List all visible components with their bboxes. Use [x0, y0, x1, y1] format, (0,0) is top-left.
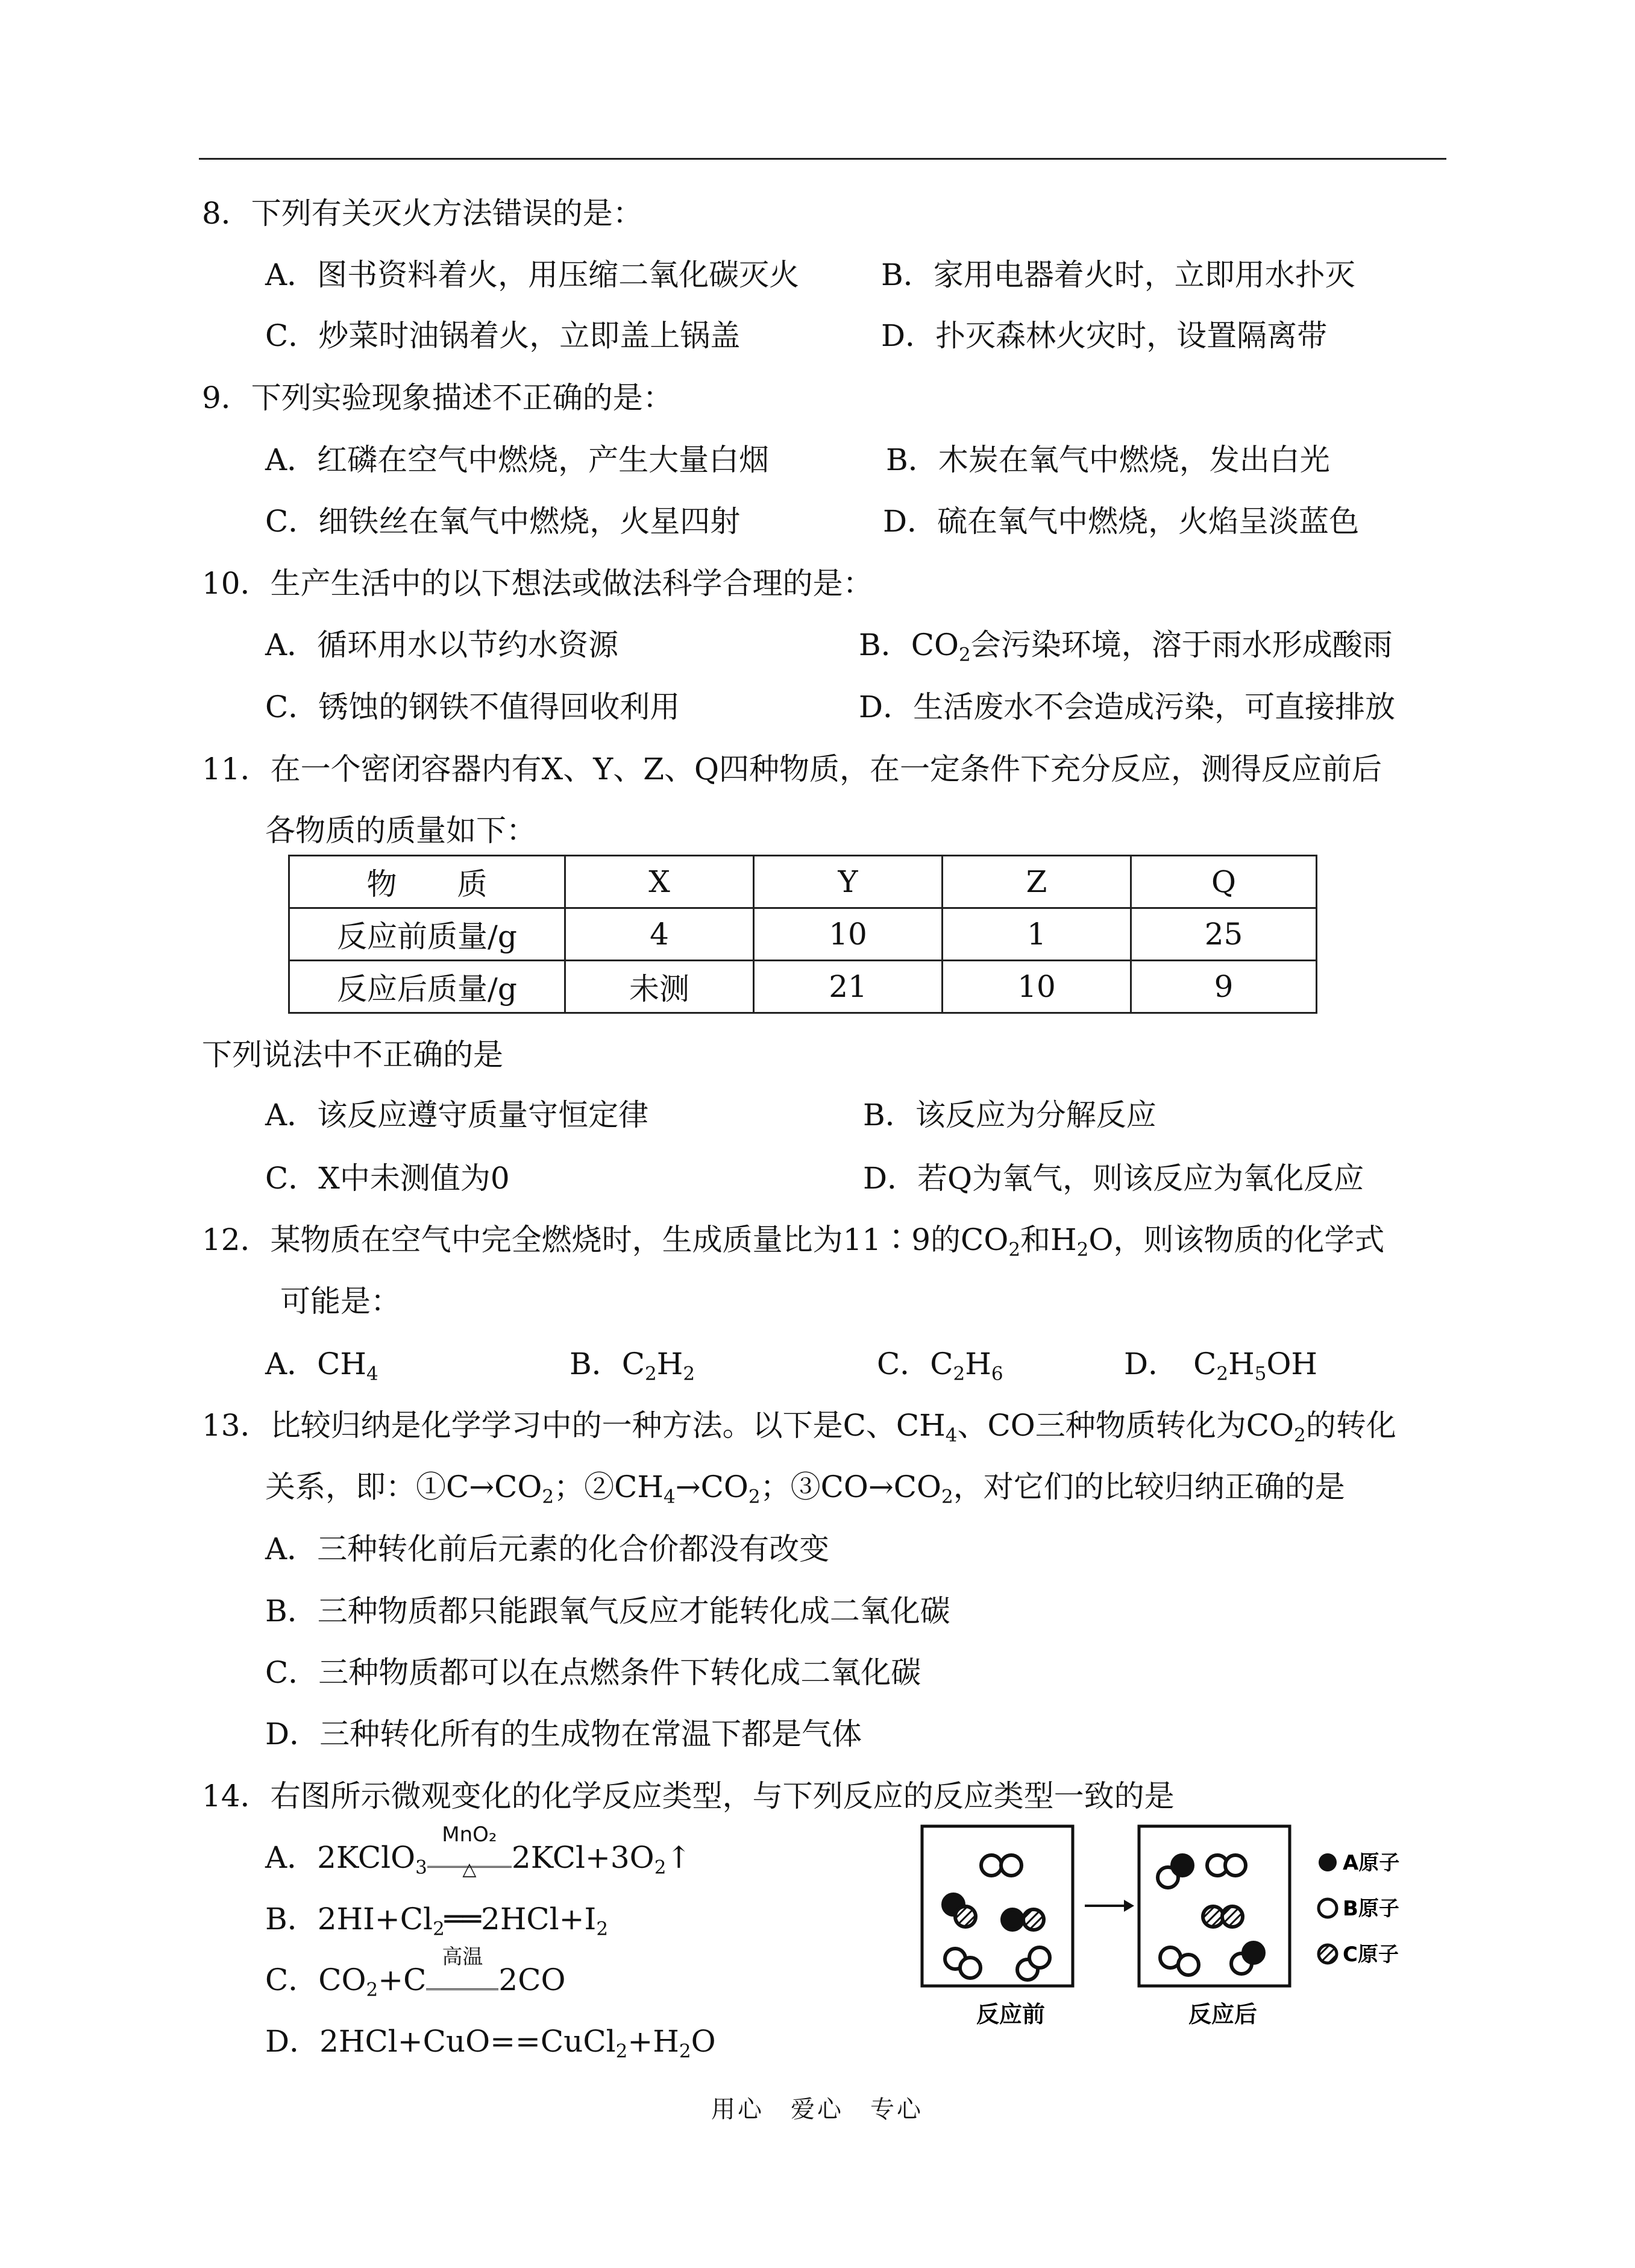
q12-stem-2: 可能是：	[280, 1284, 401, 1319]
q11-stem-2: 各物质的质量如下：	[265, 813, 536, 848]
arrow-icon	[1085, 1900, 1134, 1912]
page-footer: 用心 爱心 专心	[711, 2096, 923, 2123]
q8-stem: 8．下列有关灭火方法错误的是：	[202, 196, 643, 231]
q9-option-c: C．细铁丝在氧气中燃烧，火星四射	[265, 504, 741, 539]
legend	[1319, 1851, 1399, 1967]
q9-option-d: D．硫在氧气中燃烧，火焰呈淡蓝色	[883, 504, 1360, 539]
q12-option-a: A．$CH_4$	[265, 1346, 378, 1385]
q12-stem-1: 12．某物质在空气中完全燃烧时，生成质量比为11∶9的$CO_2$和$H_2O$，则该物质的化学式	[202, 1222, 1385, 1261]
before-label: 反应前	[976, 2001, 1046, 2028]
q11-mass-table	[288, 855, 1317, 1014]
q8-option-b: B．家用电器着火时，立即用水扑灭	[881, 257, 1355, 292]
q9-option-a: A．红磷在空气中燃烧，产生大量白烟	[265, 442, 770, 477]
q13-option-c: C．三种物质都可以在点燃条件下转化成二氧化碳	[265, 1655, 921, 1690]
q14-stem: 14．右图所示微观变化的化学反应类型，与下列反应的反应类型一致的是	[202, 1779, 1175, 1814]
q14-option-d: D．$2HCl+CuO==CuCl_2+H_2O$	[265, 2024, 716, 2062]
q14-option-c: C．$CO_2+C$ 高温 2CO	[265, 1945, 566, 2001]
table-cell: 9	[1131, 961, 1317, 1013]
reaction-diagram	[916, 1820, 1446, 2037]
q11-option-a: A．该反应遵守质量守恒定律	[265, 1098, 649, 1132]
q13-option-b: B．三种物质都只能跟氧气反应才能转化成二氧化碳	[265, 1594, 950, 1629]
q11-option-c: C．X中未测值为0	[265, 1161, 510, 1196]
q13-option-a: A．三种转化前后元素的化合价都没有改变	[265, 1531, 830, 1566]
q10-option-b: B．$CO_2$会污染环境，溶于雨水形成酸雨	[859, 627, 1393, 666]
table-cell: X	[565, 856, 754, 908]
table-cell: 反应后质量/g	[289, 961, 565, 1013]
q13-stem-1: 13．比较归纳是化学学习中的一种方法。以下是C、$CH_4$、CO三种物质转化为$CO_2$的转化	[202, 1408, 1396, 1447]
table-cell: 1	[943, 908, 1131, 961]
table-cell: 4	[565, 908, 754, 961]
q10-option-d: D．生活废水不会造成污染，可直接排放	[859, 690, 1396, 724]
before-molecules	[943, 1855, 1050, 1980]
legend-a-atom: A原子	[1343, 1851, 1400, 1875]
q8-option-c: C．炒菜时油锅着火，立即盖上锅盖	[265, 318, 741, 353]
table-cell: 21	[754, 961, 943, 1013]
q11-stem-1: 11．在一个密闭容器内有X、Y、Z、Q四种物质，在一定条件下充分反应，测得反应前后	[202, 752, 1382, 787]
table-cell: 25	[1131, 908, 1317, 961]
table-row	[289, 961, 1317, 1013]
q9-stem: 9．下列实验现象描述不正确的是：	[202, 380, 673, 415]
q10-option-a: A．循环用水以节约水资源	[265, 627, 619, 662]
q12-option-b: B．$C_2H_2$	[570, 1346, 695, 1385]
q11-option-d: D．若Q为氧气，则该反应为氧化反应	[863, 1161, 1364, 1196]
q12-option-c: C．$C_2H_6$	[877, 1346, 1003, 1385]
table-cell: 未测	[565, 961, 754, 1013]
legend-b-atom: B原子	[1343, 1897, 1399, 1921]
q10-option-c: C．锈蚀的钢铁不值得回收利用	[265, 690, 680, 724]
after-label: 反应后	[1188, 2001, 1258, 2028]
q13-stem-2: 关系，即：$①C\to CO_2$；$②CH_4\to CO_2$；$③CO\to CO_2$，对它们的比较归纳正确的是	[265, 1469, 1345, 1508]
q9-option-b: B．木炭在氧气中燃烧，发出白光	[886, 442, 1330, 477]
table-cell: 物 质	[289, 856, 565, 908]
table-cell: 反应前质量/g	[289, 908, 565, 961]
q14-option-a: A．2KClO$_3$ MnO₂ △ $2KCl+3O_2↑$	[265, 1823, 692, 1880]
table-cell: Z	[943, 856, 1131, 908]
after-molecules	[1158, 1855, 1264, 1975]
q10-stem: 10．生产生活中的以下想法或做法科学合理的是：	[202, 566, 873, 601]
table-cell: 10	[943, 961, 1131, 1013]
table-cell: 10	[754, 908, 943, 961]
table-cell: Y	[754, 856, 943, 908]
q14-option-b: B．$2HI+Cl_2══2HCl+I_2$	[265, 1902, 609, 1940]
table-cell: Q	[1131, 856, 1317, 908]
table-header-row	[289, 856, 1317, 908]
q8-option-d: D．扑灭森林火灾时，设置隔离带	[881, 318, 1328, 353]
q11-option-b: B．该反应为分解反应	[863, 1098, 1156, 1132]
header-rule	[199, 158, 1446, 160]
q13-option-d: D．三种转化所有的生成物在常温下都是气体	[265, 1717, 862, 1751]
q8-option-a: A．图书资料着火，用压缩二氧化碳灭火	[265, 257, 800, 292]
legend-c-atom: C原子	[1343, 1943, 1399, 1967]
q11-prompt: 下列说法中不正确的是	[202, 1037, 503, 1072]
q12-option-d: D． $C_2H_5OH$	[1124, 1346, 1318, 1385]
table-row	[289, 908, 1317, 961]
